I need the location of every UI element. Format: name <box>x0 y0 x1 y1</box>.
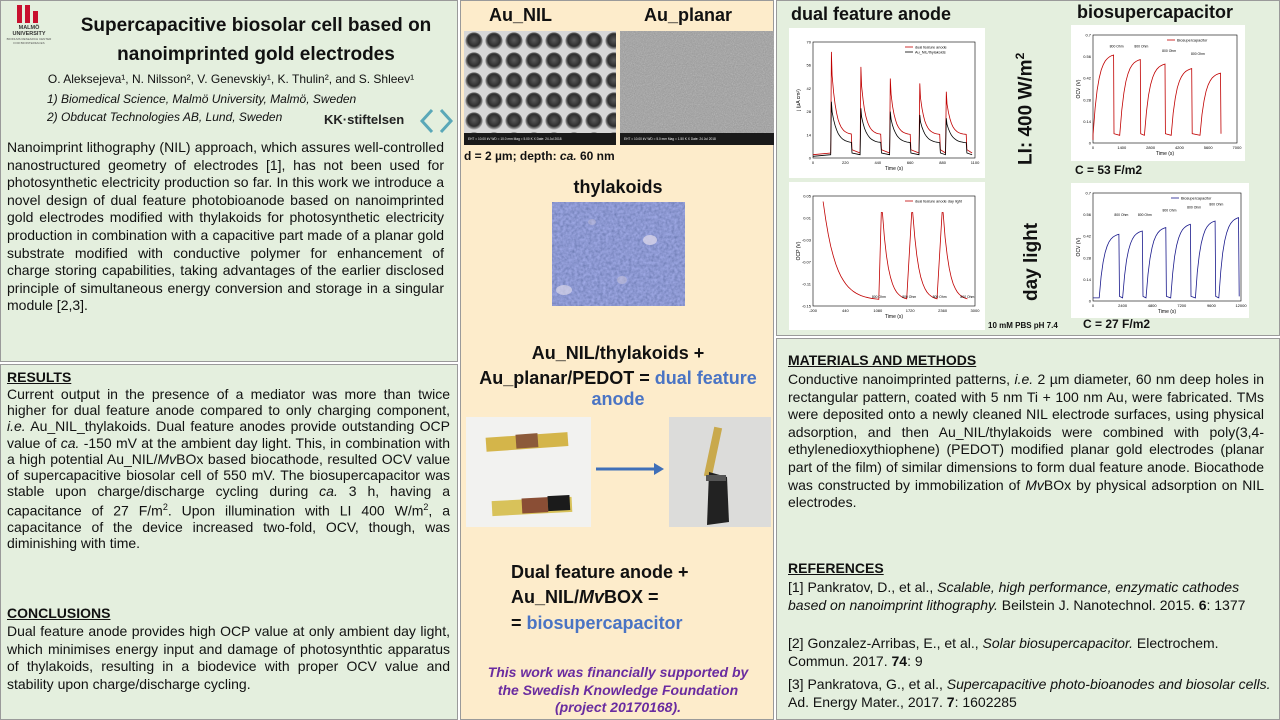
poster-title-line2: nanoimprinted gold electrodes <box>117 44 395 65</box>
x-tick-label: 2360 <box>938 308 948 313</box>
x-tick-label: 2400 <box>1118 303 1128 308</box>
x-tick-label: 1100 <box>970 160 980 165</box>
figure-title-anode: dual feature anode <box>791 4 952 24</box>
thylakoids-label: thylakoids <box>573 177 663 197</box>
resistor-annotation: 800 Ohm <box>960 294 975 299</box>
series-line-biosc-li <box>1093 55 1221 140</box>
poster-title-line1: Supercapacitive biosolar cell based on <box>80 15 432 36</box>
label-li-400: LI: 400 $W/m^2$ <box>1013 52 1037 165</box>
y-tick-label: 0.56 <box>1083 54 1091 60</box>
electrode-clip-photo <box>669 417 771 527</box>
x-axis-label: Time (s) <box>1157 309 1177 315</box>
resistor-annotation: 800 Ohm <box>1162 48 1177 53</box>
label-au-nil: Au_NIL <box>489 5 552 25</box>
ref3-authors: [3] Pankratova, G., et al., <box>788 676 947 692</box>
funding-note: This work was financially supported by the Swedish Knowledge Foundation (project 20170168). <box>487 664 749 716</box>
ref3-title: Supercapacitive photo-bioanodes and biosolar cells. <box>946 676 1271 692</box>
x-tick-label: 440 <box>842 308 849 313</box>
x-tick-label: 1720 <box>905 308 915 313</box>
y-tick-label: 56 <box>806 62 811 68</box>
resistor-annotation: 800 Ohm <box>1187 205 1202 210</box>
ref2-pages: : 9 <box>907 652 923 669</box>
label-au-planar: Au_planar <box>644 5 733 25</box>
y-tick-label: 0.42 <box>1083 233 1091 239</box>
y-axis-label: OCP (V) <box>796 241 802 261</box>
legend-label: dual feature anode <box>915 45 947 50</box>
logo-subtext: BIOFILMS RESEARCH CENTER FOR BIOINTERFACES <box>6 37 52 45</box>
authors: O. Aleksejeva¹, N. Nilsson², V. Genevskiy¹, K. Thulin², and S. Shleev¹ <box>47 72 415 86</box>
ref2-journal: Electrochem. Commun. 2017. <box>788 635 1219 669</box>
y-tick-label: 0 <box>808 155 811 161</box>
chart-biosc-day <box>1071 183 1249 318</box>
y-tick-label: 0 <box>1088 298 1091 304</box>
equation-2-line2: Au_NIL/MvBOX = <box>511 587 659 607</box>
x-tick-label: 0 <box>811 160 815 165</box>
plot-frame <box>813 196 975 306</box>
resistor-annotation: 800 Ohm <box>932 294 947 299</box>
plot-biosc-li <box>1071 25 1245 161</box>
x-axis-label: Time (s) <box>1155 151 1175 157</box>
results-panel <box>0 364 458 720</box>
y-axis-label: OCV (V) <box>1076 237 1082 257</box>
university-logo <box>5 5 53 49</box>
legend-label: Au_NIL/thylakoids <box>915 50 946 55</box>
y-tick-label: 0.56 <box>1083 212 1091 218</box>
y-tick-label: 0 <box>1088 140 1091 146</box>
ref1-authors: [1] Pankratov, D., et al., <box>788 579 938 595</box>
methods-heading: MATERIALS AND METHODS <box>788 352 977 368</box>
resistor-annotation: 800 Ohm <box>902 294 917 299</box>
buffer-label: 10 mM PBS pH 7.4 <box>988 321 1058 330</box>
x-axis-label: Time (s) <box>884 166 904 172</box>
y-tick-label: -0.03 <box>801 237 811 243</box>
series-line-biosc-day <box>1093 218 1239 298</box>
legend-label: Biosupercapacitor <box>1177 38 1208 43</box>
sem2-info-bar: EHT = 10.00 kV WD = 5.0 mm Mag = 1.50 K X Date: 24 Jul 2018 <box>624 137 716 141</box>
x-tick-label: 7000 <box>1232 145 1242 150</box>
figures-panel <box>776 0 1280 336</box>
thylakoid-micrograph <box>552 202 685 306</box>
y-tick-label: 0.05 <box>803 193 811 199</box>
y-tick-label: 0.7 <box>1085 32 1091 38</box>
sponsor-chevron-icon <box>419 108 455 134</box>
legend-label: dual feature anode day light <box>915 199 962 204</box>
resistor-annotation: 800 Ohm <box>871 294 886 299</box>
resistor-annotation: 800 Ohm <box>1190 52 1205 57</box>
y-tick-label: 0.01 <box>803 215 811 221</box>
ref3-volume: 7 <box>946 693 955 710</box>
affiliation-1: 1) Biomedical Science, Malmö University, Malmö, Sweden <box>47 92 357 106</box>
sem-image-au-planar <box>620 31 774 145</box>
plot-anode-day <box>789 182 985 330</box>
equation-2-equals: = <box>511 613 527 633</box>
sem1-info-bar: EHT = 10.00 kV WD = 10.0 mm Mag = 5.00 K X Date: 24 Jul 2018 <box>468 137 562 141</box>
resistor-annotation: 800 Ohm <box>1209 202 1224 207</box>
figure-title-biosupercapacitor: biosupercapacitor <box>1077 2 1234 22</box>
ref2-volume: 74 <box>891 652 908 669</box>
chart-anode-day <box>789 182 985 330</box>
conclusions-text: Dual feature anode provides high OCP value at only ambient day light, which minimises energy input and damage of photosynthtic apparatus of thylakoids, resulting in a biodevice with proper OCV value and stability upon charge/discharge cycling. <box>7 623 450 692</box>
references-heading: REFERENCES <box>788 560 884 576</box>
y-tick-label: 0.28 <box>1083 255 1091 261</box>
ref1-pages: : 1377 <box>1206 596 1246 613</box>
legend-label: Biosupercapacitor <box>1181 196 1212 201</box>
x-tick-label: 0 <box>1091 303 1095 308</box>
y-tick-label: 0.7 <box>1085 190 1091 196</box>
resistor-annotation: 800 Ohm <box>1114 213 1129 218</box>
x-tick-label: 5600 <box>1203 145 1213 150</box>
x-tick-label: 880 <box>939 160 946 165</box>
logo-mark-icon <box>17 5 39 23</box>
x-tick-label: 1080 <box>873 308 883 313</box>
x-axis-label: Time (s) <box>884 314 904 320</box>
header-panel <box>0 0 458 362</box>
plot-frame <box>813 42 975 158</box>
x-tick-label: 4200 <box>1174 145 1184 150</box>
equation-1-result: dual feature anode <box>591 368 757 409</box>
x-tick-label: 660 <box>906 160 914 165</box>
equation-2-line3 <box>511 613 683 634</box>
y-tick-label: 42 <box>806 85 811 91</box>
sem-caption: d = 2 µm; depth: ca. 60 nm <box>464 149 615 163</box>
sponsor-logo-text: KK·stiftelsen <box>324 112 405 127</box>
reference-1 <box>788 579 1274 614</box>
affiliation-2: 2) Obducat Technologies AB, Lund, Sweden <box>47 110 283 124</box>
y-tick-label: 0.14 <box>1083 118 1091 124</box>
capacitance-day: C = 27 F/m2 <box>1083 317 1151 331</box>
plot-anode-li <box>789 28 985 178</box>
x-tick-label: 3000 <box>970 308 980 313</box>
ref2-authors: [2] Gonzalez-Arribas, E., et al., <box>788 635 983 651</box>
x-tick-label: -200 <box>808 308 818 313</box>
y-tick-label: 14 <box>806 132 811 138</box>
x-tick-label: 7200 <box>1177 303 1187 308</box>
y-tick-label: 0.14 <box>1083 276 1091 282</box>
y-tick-label: -0.11 <box>802 281 811 287</box>
x-tick-label: 12000 <box>1235 303 1247 308</box>
sem-image-au-nil <box>464 31 616 145</box>
x-tick-label: 2800 <box>1146 145 1156 150</box>
x-tick-label: 9600 <box>1206 303 1216 308</box>
y-axis-label: j (µA cm²) <box>796 89 802 111</box>
chart-biosc-li <box>1071 25 1245 161</box>
resistor-annotation: 800 Ohm <box>1134 44 1149 49</box>
resistor-annotation: 800 Ohm <box>1109 44 1124 49</box>
results-heading: RESULTS <box>7 369 72 385</box>
y-tick-label: 0.42 <box>1083 75 1091 81</box>
equation-1-line1: Au_NIL/thylakoids + <box>531 343 705 363</box>
equation-1-line2 <box>461 368 775 410</box>
chart-anode-li <box>789 28 985 178</box>
resistor-annotation: 800 Ohm <box>1162 208 1177 213</box>
x-tick-label: 440 <box>874 160 882 165</box>
y-tick-label: 0.28 <box>1083 97 1091 103</box>
logo-text: MALMÖ UNIVERSITY <box>12 25 46 37</box>
x-tick-label: 220 <box>842 160 849 165</box>
ref3-journal: Ad. Energy Mater., 2017. <box>788 693 947 710</box>
results-text: Current output in the presence of a mediator was more than twice higher for dual feature anode compared to only charging component, i.e. Au_NIL_thylakoids. Dual feature anodes provide outstanding OCP value of ca. -150 mV at the ambient day light. This, in combination with a high potential Au_NIL/MvBOx based biocathode, resulted OCV value of supercapacitive biosolar cell of 550 mV. The biosupercapacitor was stable upon charge/discharge cycling during ca. 3 h, having a capacitance of 27 $F/m^2$. Upon illumination with LI 400 $W/m^2$, a capacitance of the device increased two-fold, OCV, though, was diminishing with time. <box>7 386 451 552</box>
y-tick-label: 70 <box>806 39 811 45</box>
y-tick-label: -0.15 <box>801 303 811 309</box>
reference-2 <box>788 635 1274 670</box>
methods-text: Conductive nanoimprinted patterns, i.e. 2 µm diameter, 60 nm deep holes in rectangular pattern, coated with 5 nm Ti + 100 nm Au, were fabricated. TMs were deposited onto a newly cleaned NIL electrode surfaces, using physical adsorption, and then Au_NIL/thylakoids were combined with poly(3,4-ethylenedioxythiophene) (PEDOT) modified planar gold electrodes (planar part of the film) of similar dimensions to form dual feature anode. Biocathode was constructed by immobilization of MvBOx by physical adsorption on NIL electrodes. <box>788 371 1265 511</box>
equation-2-line1: Dual feature anode + <box>511 562 689 582</box>
methods-panel <box>776 338 1280 720</box>
ref2-title: Solar biosupercapacitor. <box>982 635 1133 651</box>
y-tick-label: -0.07 <box>801 259 811 265</box>
ref1-title: Scalable, high performance, enzymatic cathodes based on nanoimprint lithography. <box>788 579 1240 613</box>
y-axis-label: OCV (V) <box>1076 79 1082 99</box>
x-tick-label: 4800 <box>1147 303 1157 308</box>
x-tick-label: 0 <box>1091 145 1095 150</box>
x-tick-label: 1400 <box>1117 145 1127 150</box>
conclusions-heading: CONCLUSIONS <box>7 605 111 621</box>
label-day-light: day light <box>1021 222 1042 301</box>
ref1-volume: 6 <box>1198 596 1207 613</box>
equation-1-lhs: Au_planar/PEDOT = <box>479 368 655 388</box>
equation-2-result: biosupercapacitor <box>526 613 683 633</box>
arrow-right-icon <box>594 461 666 477</box>
ref1-journal: Beilstein J. Nanotechnol. 2015. <box>997 596 1199 613</box>
series-line-dual-anode <box>813 52 972 155</box>
ref3-pages: : 1602285 <box>954 693 1017 710</box>
reference-3 <box>788 676 1274 711</box>
y-tick-label: 28 <box>806 109 811 115</box>
introduction-text: Nanoimprint lithography (NIL) approach, which assures well-controlled nanostructured geometry of electrodes [1], has not been used for photosynthetic electricity production so far. In this work we introduce a novel design of dual feature photobioanode based on nanoimprinted gold electrodes modified with thylakoids for photosynthetic electricity production in combination with a capacitive part made of a planar gold substrate modified with conductive polymer for enhancement of charge storing capabilities, taking advantages of the earlier disclosed principle of simultaneous energy conversion and storage in a singular module [2,3]. <box>7 139 444 314</box>
electrode-strips-photo <box>466 417 591 527</box>
resistor-annotation: 800 Ohm <box>1137 213 1152 218</box>
capacitance-li: C = 53 F/m2 <box>1075 163 1143 177</box>
middle-panel <box>460 0 774 720</box>
plot-biosc-day <box>1071 183 1249 318</box>
